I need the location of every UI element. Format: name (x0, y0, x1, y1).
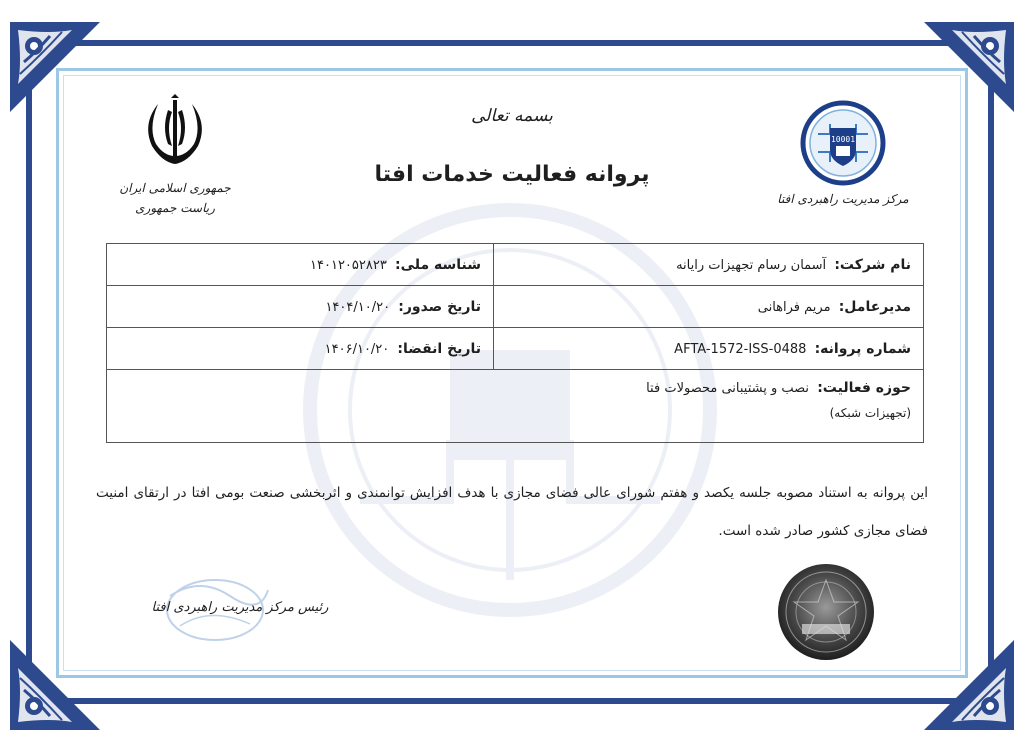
ceo-cell (494, 286, 924, 328)
issue-date-value: ۱۴۰۴/۱۰/۲۰ (325, 299, 391, 315)
corner-ornament-icon (924, 640, 1014, 730)
company-name-value: آسمان رسام تجهیزات رایانه (676, 257, 827, 273)
activity-scope-subtitle: (تجهیزات شبکه) (829, 406, 911, 420)
license-details-table (106, 243, 924, 443)
company-name-label: نام شرکت: (834, 256, 911, 273)
table-row (107, 286, 924, 328)
signatory-title: رئیس مرکز مدیریت راهبردی افتا (151, 600, 329, 615)
corner-ornament-icon (10, 22, 100, 112)
ceo-value: مریم فراهانی (757, 299, 831, 315)
afta-caption: مرکز مدیریت راهبردی افتا (777, 192, 909, 206)
ceo-label: مدیرعامل: (838, 298, 911, 315)
hologram-seal-icon (776, 562, 876, 662)
expiry-date-label: تاریخ انقضا: (397, 340, 481, 357)
emblem-line-2: ریاست جمهوری (135, 201, 215, 215)
issue-date-cell (107, 286, 494, 328)
bismillah: بسمه تعالی (471, 106, 553, 126)
license-number-value: AFTA-1572-ISS-0488 (674, 341, 807, 357)
table-row (107, 244, 924, 286)
activity-scope-value: نصب و پشتیبانی محصولات فتا (646, 381, 810, 396)
license-number-cell (494, 328, 924, 370)
national-id-cell (107, 244, 494, 286)
emblem-caption (110, 178, 240, 218)
activity-scope-cell (107, 370, 924, 443)
activity-scope-label: حوزه فعالیت: (817, 380, 911, 396)
table-row (107, 328, 924, 370)
page-title: پروانه فعالیت خدمات افتا (374, 162, 650, 187)
expiry-date-cell (107, 328, 494, 370)
corner-ornament-icon (924, 22, 1014, 112)
national-id-label: شناسه ملی: (394, 256, 481, 273)
corner-ornament-icon (10, 640, 100, 730)
emblem-line-1: جمهوری اسلامی ایران (119, 181, 231, 195)
afta-logo-icon (800, 100, 886, 186)
national-id-value: ۱۴۰۱۲۰۵۲۸۲۳ (310, 257, 387, 273)
expiry-date-value: ۱۴۰۶/۱۰/۲۰ (324, 341, 390, 357)
license-statement: این پروانه به استناد مصوبه جلسه یکصد و هفتم شورای عالی فضای مجازی با هدف افزایش توانمندی و اثربخشی صنعت بومی افتا در ارتقای امنیت فضای مجازی کشور صادر شده است. (96, 485, 928, 539)
license-number-label: شماره پروانه: (814, 340, 911, 357)
issue-date-label: تاریخ صدور: (398, 298, 481, 315)
iran-emblem-icon (138, 94, 212, 170)
company-name-cell (494, 244, 924, 286)
logo-badge-text: 10001 (830, 135, 856, 144)
table-row (107, 370, 924, 443)
signature-block (120, 566, 330, 656)
